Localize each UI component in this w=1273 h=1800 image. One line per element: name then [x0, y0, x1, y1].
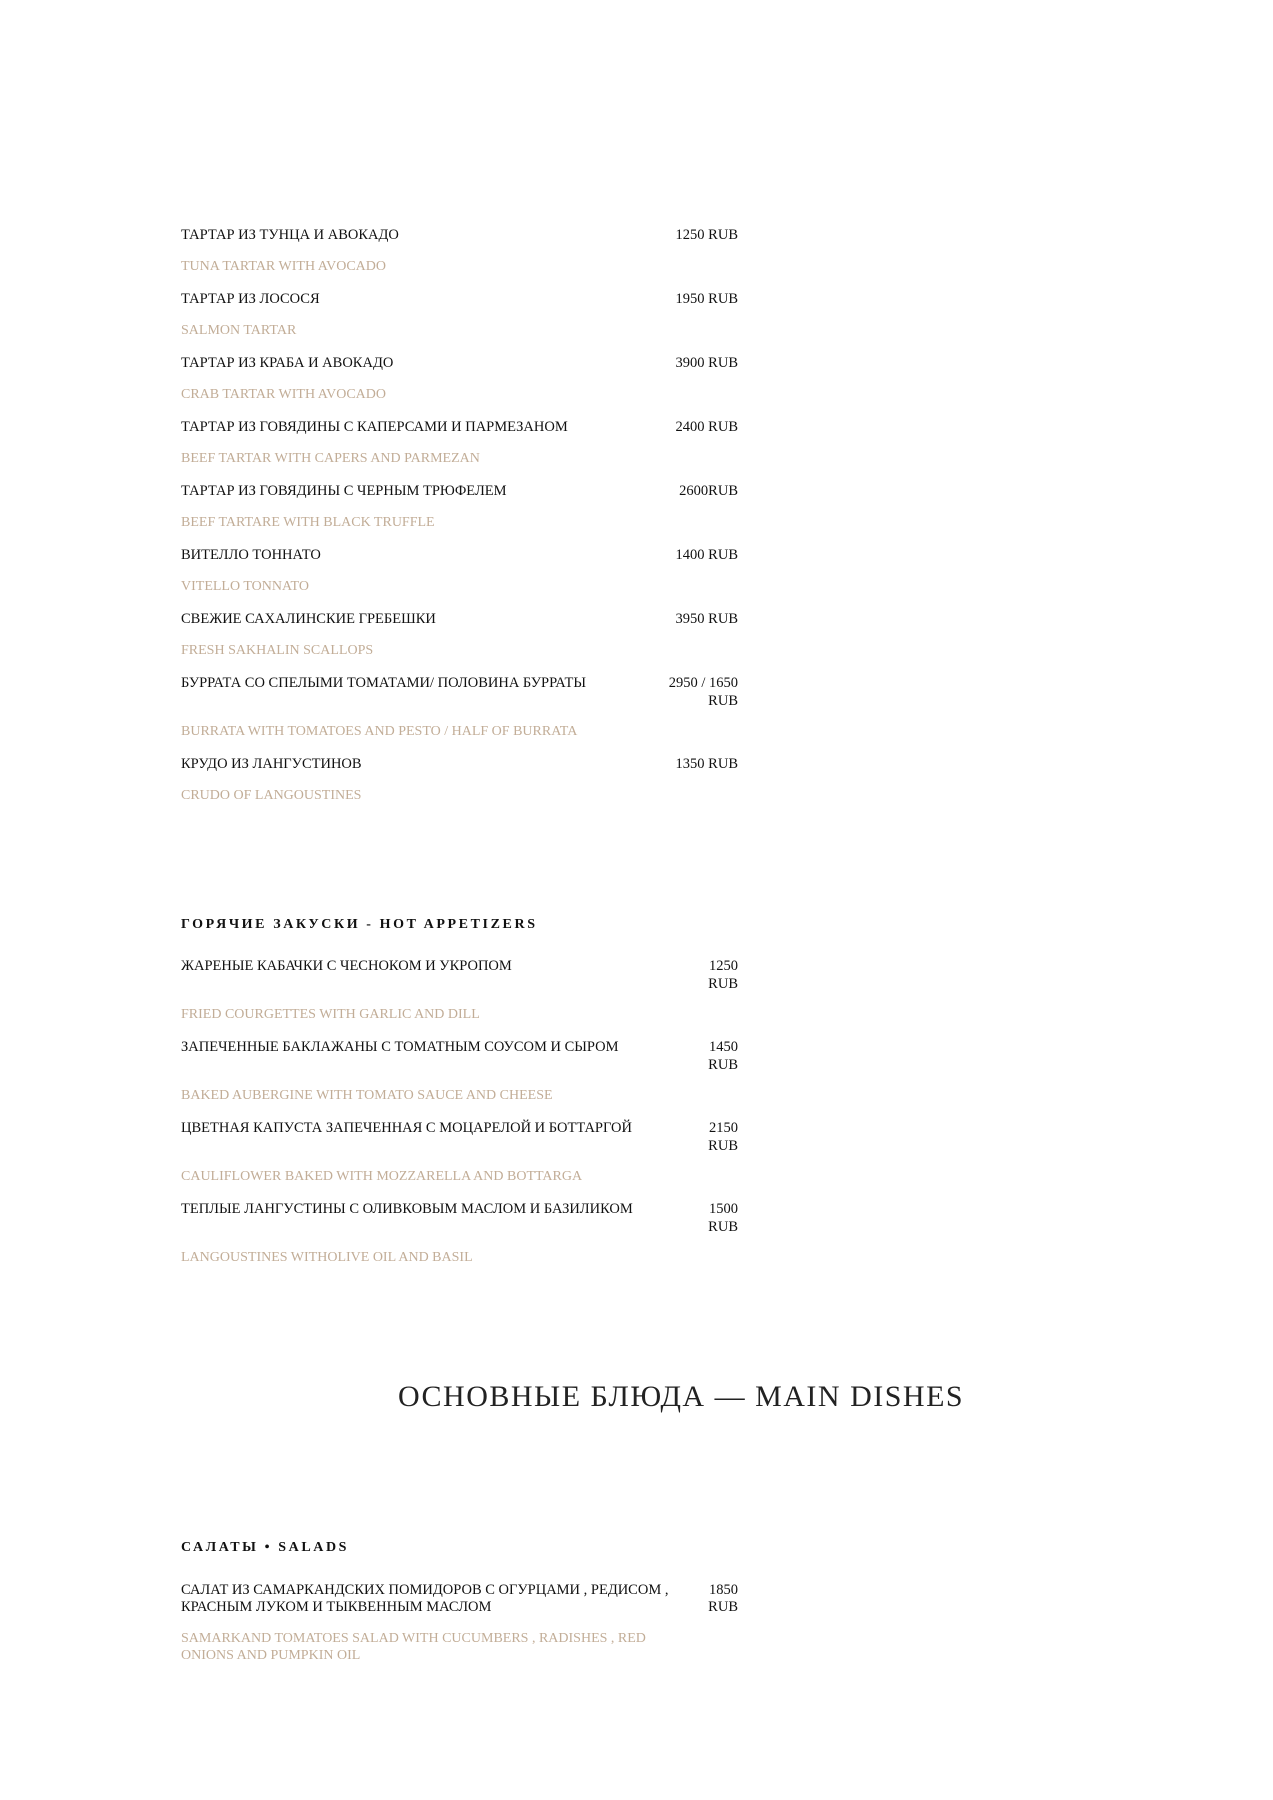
dish-name-en: FRIED COURGETTES WITH GARLIC AND DILL [181, 1007, 480, 1022]
dish-name-ru: БУРРАТА СО СПЕЛЫМИ ТОМАТАМИ/ ПОЛОВИНА БУРРАТЫ [181, 675, 586, 691]
dish-name-ru: ЖАРЕНЫЕ КАБАЧКИ С ЧЕСНОКОМ И УКРОПОМ [181, 958, 512, 974]
dish-name-en: BEEF TARTAR WITH CAPERS AND PARMEZAN [181, 451, 480, 466]
dish-name-en: CRAB TARTAR WITH AVOCADO [181, 387, 386, 402]
dish-name-ru: ЗАПЕЧЕННЫЕ БАКЛАЖАНЫ С ТОМАТНЫМ СОУСОМ И СЫРОМ [181, 1039, 619, 1055]
section-heading-hot-appetizers: ГОРЯЧИЕ ЗАКУСКИ - HOT APPETIZERS [181, 917, 538, 932]
dish-price-currency: RUB [708, 976, 738, 992]
dish-price: 2400 RUB [675, 419, 738, 435]
dish-name-ru: СВЕЖИЕ САХАЛИНСКИЕ ГРЕБЕШКИ [181, 611, 436, 627]
dish-name-en: VITELLO TONNATO [181, 579, 309, 594]
dish-name-en: TUNA TARTAR WITH AVOCADO [181, 259, 386, 274]
dish-name-en: CRUDO OF LANGOUSTINES [181, 788, 362, 803]
dish-name-ru-line2: КРАСНЫМ ЛУКОМ И ТЫКВЕННЫМ МАСЛОМ [181, 1599, 492, 1615]
dish-name-ru: КРУДО ИЗ ЛАНГУСТИНОВ [181, 756, 362, 772]
dish-name-ru: ТАРТАР ИЗ ГОВЯДИНЫ С КАПЕРСАМИ И ПАРМЕЗАНОМ [181, 419, 568, 435]
dish-name-en: SAMARKAND TOMATOES SALAD WITH CUCUMBERS , RADISHES , RED [181, 1631, 646, 1646]
dish-name-ru: ТАРТАР ИЗ КРАБА И АВОКАДО [181, 355, 394, 371]
page-title-main-dishes: ОСНОВНЫЕ БЛЮДА — MAIN DISHES [398, 1380, 965, 1413]
dish-name-en-line2: ONIONS AND PUMPKIN OIL [181, 1648, 361, 1663]
dish-name-en: LANGOUSTINES WITHOLIVE OIL AND BASIL [181, 1250, 473, 1265]
dish-price-currency: RUB [708, 1599, 738, 1615]
dish-price: 1350 RUB [675, 756, 738, 772]
dish-price: 1850 [709, 1582, 738, 1598]
dish-name-en: SALMON TARTAR [181, 323, 297, 338]
dish-price: 2600RUB [679, 483, 738, 499]
dish-price: 1450 [709, 1039, 738, 1055]
dish-name-en: CAULIFLOWER BAKED WITH MOZZARELLA AND BOTTARGA [181, 1169, 583, 1184]
dish-price: 2150 [709, 1120, 738, 1136]
dish-price: 1950 RUB [675, 291, 738, 307]
dish-name-ru: ТАРТАР ИЗ ЛОСОСЯ [181, 291, 320, 307]
dish-name-ru: ТАРТАР ИЗ ГОВЯДИНЫ С ЧЕРНЫМ ТРЮФЕЛЕМ [181, 483, 507, 499]
dish-name-ru: ТАРТАР ИЗ ТУНЦА И АВОКАДО [181, 227, 399, 243]
dish-name-en: FRESH SAKHALIN SCALLOPS [181, 643, 374, 658]
dish-price-currency: RUB [708, 1138, 738, 1154]
dish-price: 1400 RUB [675, 547, 738, 563]
dish-name-ru: ЦВЕТНАЯ КАПУСТА ЗАПЕЧЕННАЯ С МОЦАРЕЛОЙ И БОТТАРГОЙ [181, 1120, 632, 1136]
dish-price-currency: RUB [708, 1219, 738, 1235]
dish-price: 1500 [709, 1201, 738, 1217]
dish-name-en: BAKED AUBERGINE WITH TOMATO SAUCE AND CHEESE [181, 1088, 553, 1103]
dish-name-ru: ТЕПЛЫЕ ЛАНГУСТИНЫ С ОЛИВКОВЫМ МАСЛОМ И БАЗИЛИКОМ [181, 1201, 633, 1217]
dish-price-currency: RUB [708, 1057, 738, 1073]
dish-price: 1250 [709, 958, 738, 974]
dish-price: 3950 RUB [675, 611, 738, 627]
dish-price-currency: RUB [708, 693, 738, 709]
section-heading-salads: САЛАТЫ • SALADS [181, 1540, 350, 1555]
dish-name-en: BURRATA WITH TOMATOES AND PESTO / HALF OF BURRATA [181, 724, 578, 739]
dish-price: 1250 RUB [675, 227, 738, 243]
dish-price: 3900 RUB [675, 355, 738, 371]
dish-name-en: BEEF TARTARE WITH BLACK TRUFFLE [181, 515, 435, 530]
dish-name-ru: ВИТЕЛЛО ТОННАТО [181, 547, 321, 563]
dish-price: 2950 / 1650 [668, 675, 738, 691]
dish-name-ru: САЛАТ ИЗ САМАРКАНДСКИХ ПОМИДОРОВ С ОГУРЦАМИ , РЕДИСОМ , [181, 1582, 669, 1598]
